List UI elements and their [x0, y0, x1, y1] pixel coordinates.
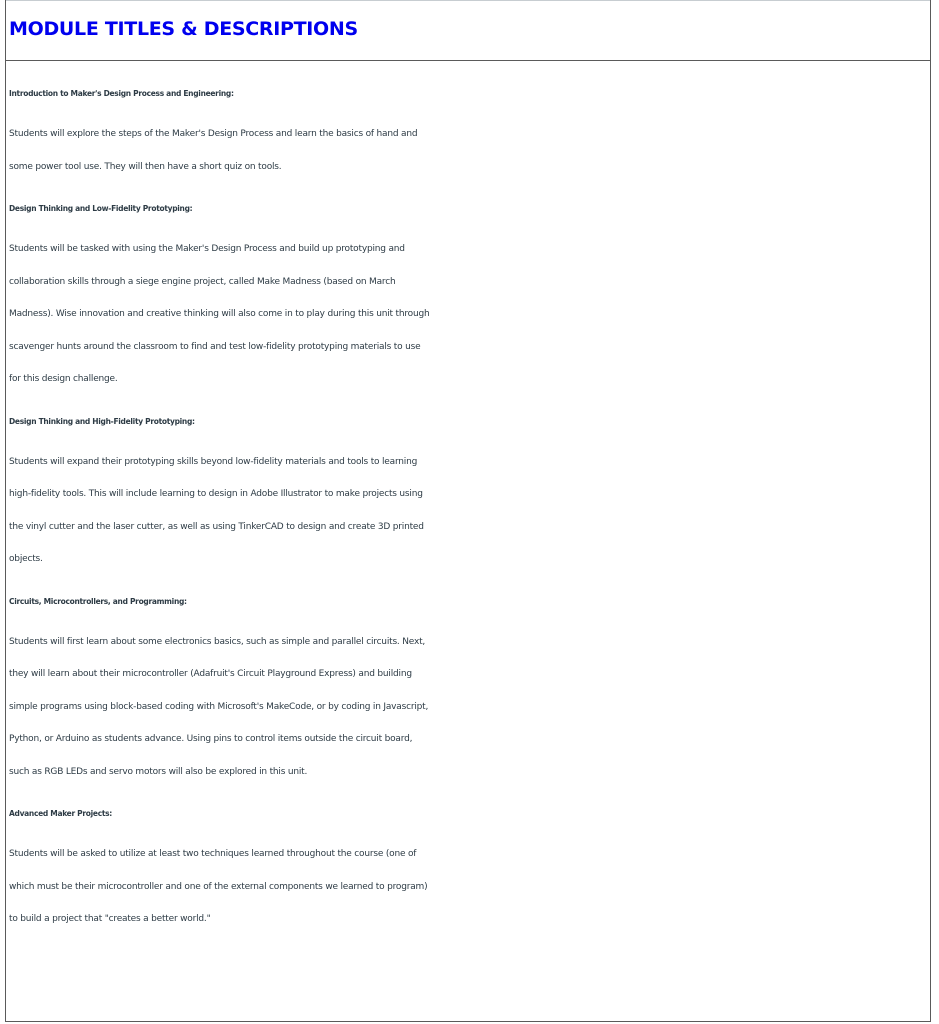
module-description: [9, 446, 928, 576]
module-description-line: the vinyl cutter and the laser cutter, as well as using TinkerCAD to design and create 3D printed: [9, 521, 424, 532]
module-description-line: Students will expand their prototyping skills beyond low-fidelity materials and tools to learning: [9, 456, 418, 467]
module-table: [5, 0, 931, 1022]
module-title: Design Thinking and High-Fidelity Prototyping:: [9, 416, 195, 426]
module-title: Design Thinking and Low-Fidelity Prototyping:: [9, 204, 193, 213]
module-title: Advanced Maker Projects:: [9, 809, 112, 818]
module-title: Introduction to Maker's Design Process and Engineering:: [9, 89, 234, 98]
module-description-line: for this design challenge.: [9, 374, 118, 384]
module-title: Circuits, Microcontrollers, and Programming:: [9, 596, 187, 606]
module-description-line: collaboration skills through a siege engine project, called Make Madness (based on March: [9, 276, 396, 287]
module-description-line: simple programs using block-based coding with Microsoft's MakeCode, or by coding in Javascript,: [9, 701, 429, 712]
module-description-line: some power tool use. They will then have a short quiz on tools.: [9, 161, 282, 172]
module-description-line: Students will first learn about some electronics basics, such as simple and parallel circuits. Next,: [9, 636, 426, 647]
module-description: [9, 233, 928, 396]
module-description-line: Students will be asked to utilize at least two techniques learned throughout the course (one of: [9, 849, 417, 859]
module-description-line: high-fidelity tools. This will include learning to design in Adobe Illustrator to make projects using: [9, 489, 423, 499]
module-description-line: Python, or Arduino as students advance. Using pins to control items outside the circuit board,: [9, 734, 413, 744]
table-header-row: [6, 0, 930, 61]
module-descriptions-cell: [6, 61, 930, 936]
module-description-line: such as RGB LEDs and servo motors will also be explored in this unit.: [9, 766, 308, 777]
module-description-line: to build a project that "creates a better world.": [9, 914, 211, 924]
module-description-line: scavenger hunts around the classroom to find and test low-fidelity prototyping materials to use: [9, 341, 421, 352]
module-description-line: Madness). Wise innovation and creative thinking will also come in to play during this unit through: [9, 309, 430, 319]
module-description: [9, 118, 928, 183]
module-description-line: Students will explore the steps of the Maker's Design Process and learn the basics of hand and: [9, 129, 418, 139]
module-description: [9, 838, 928, 936]
module-description-line: Students will be tasked with using the Maker's Design Process and build up prototyping and: [9, 244, 405, 254]
module-description-line: they will learn about their microcontroller (Adafruit's Circuit Playground Express) and building: [9, 669, 412, 679]
table-header-title: MODULE TITLES & DESCRIPTIONS: [9, 18, 358, 40]
module-description-line: objects.: [9, 554, 43, 564]
module-description: [9, 626, 928, 789]
module-description-line: which must be their microcontroller and one of the external components we learned to program): [9, 881, 428, 892]
